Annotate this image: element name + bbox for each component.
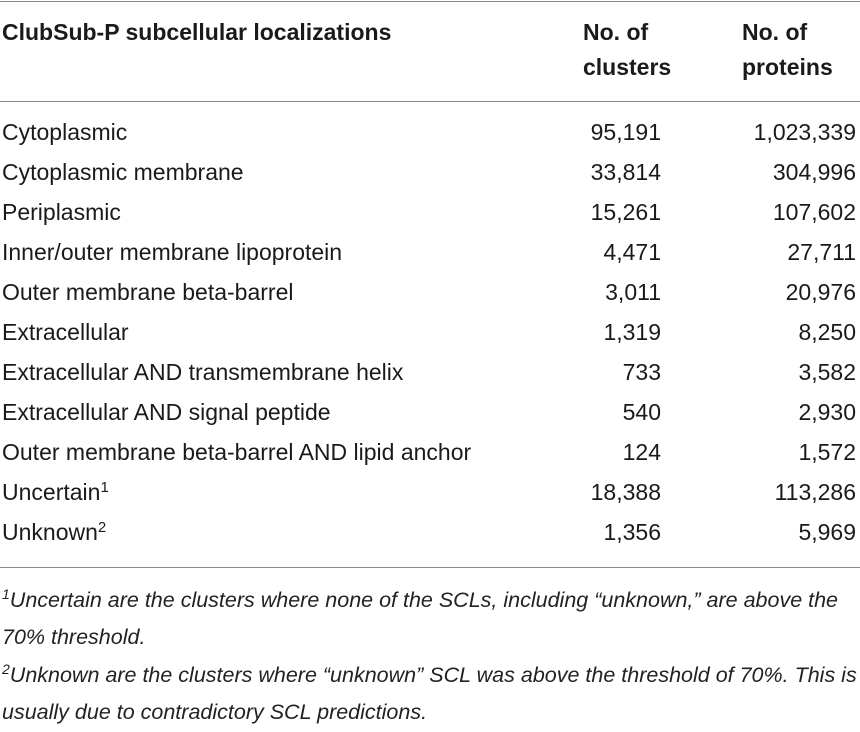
row-localization	[2, 272, 293, 312]
row-localization	[2, 472, 109, 512]
footnote-marker: 2	[97, 519, 107, 536]
row-localization	[2, 392, 331, 432]
footnote-marker: 1	[100, 479, 109, 496]
row-localization-label: Periplasmic	[2, 199, 121, 225]
row-proteins-count: 1,572	[798, 439, 856, 465]
row-localization	[2, 112, 127, 152]
table-row	[0, 272, 860, 312]
table-row	[0, 392, 860, 432]
header-clusters-line2: clusters	[583, 54, 672, 80]
row-clusters-count: 3,011	[605, 279, 661, 305]
table-row	[0, 232, 860, 272]
row-clusters-count: 4,471	[603, 239, 661, 265]
header-clusters-line1: No. of	[583, 19, 649, 45]
table-header-rule	[0, 101, 860, 102]
table-row	[0, 352, 860, 392]
row-clusters-count: 15,261	[590, 199, 661, 225]
row-localization	[2, 152, 244, 192]
header-proteins-line1: No. of	[742, 19, 808, 45]
row-proteins-count: 3,582	[798, 359, 856, 385]
footnote-mark: 1	[2, 586, 10, 602]
row-proteins-count: 113,286	[774, 479, 856, 505]
header-proteins-line2: proteins	[742, 54, 833, 80]
row-localization-label: Cytoplasmic	[2, 119, 128, 145]
table-row	[0, 192, 860, 232]
row-localization	[2, 192, 121, 232]
table-row	[0, 112, 860, 152]
row-proteins-count: 5,969	[798, 519, 856, 545]
row-clusters-count: 540	[622, 399, 661, 425]
row-localization	[2, 232, 342, 272]
row-proteins-count: 304,996	[772, 159, 856, 185]
footnote-mark: 2	[2, 661, 10, 677]
row-localization	[2, 312, 129, 352]
row-localization-label: Inner/outer membrane lipoprotein	[2, 239, 343, 265]
row-localization	[2, 352, 403, 392]
row-clusters-count: 124	[622, 439, 661, 465]
footnote	[2, 657, 858, 731]
row-proteins-count: 2,930	[798, 399, 856, 425]
row-localization-label: Cytoplasmic membrane	[2, 159, 244, 185]
row-clusters-count: 18,388	[590, 479, 661, 505]
row-localization-label: Extracellular AND transmembrane helix	[2, 359, 404, 385]
row-proteins-count: 1,023,339	[753, 119, 856, 145]
row-proteins-count: 20,976	[785, 279, 856, 305]
header-clusters	[583, 15, 703, 85]
row-clusters-count: 1,319	[603, 319, 661, 345]
header-localization-label: ClubSub-P subcellular localizations	[2, 19, 392, 45]
table-row	[0, 512, 860, 552]
table-row	[0, 312, 860, 352]
row-proteins-count: 8,250	[798, 319, 856, 345]
row-localization-label: Outer membrane beta-barrel	[2, 279, 294, 305]
table-row	[0, 432, 860, 472]
table-top-rule	[0, 1, 860, 2]
row-proteins-count: 107,602	[772, 199, 856, 225]
row-clusters-count: 1,356	[603, 519, 661, 545]
row-proteins-count: 27,711	[787, 239, 856, 265]
row-localization-label: Unknown	[2, 519, 98, 545]
row-clusters-count: 95,191	[590, 119, 661, 145]
header-proteins	[742, 15, 860, 85]
row-localization-label: Outer membrane beta-barrel AND lipid anchor	[2, 439, 472, 465]
table-row	[0, 152, 860, 192]
table-row	[0, 472, 860, 512]
table-body	[0, 112, 860, 552]
footnote	[2, 582, 858, 656]
row-clusters-count: 33,814	[590, 159, 661, 185]
header-localization	[2, 15, 391, 50]
row-localization	[2, 432, 471, 472]
table-footnotes	[2, 582, 858, 732]
table-bottom-rule	[0, 567, 860, 568]
row-localization-label: Extracellular AND signal peptide	[2, 399, 331, 425]
row-localization-label: Extracellular	[2, 319, 129, 345]
footnote-text: Uncertain are the clusters where none of the SCLs, including “unknown,” are above the 70% threshold.	[2, 588, 839, 649]
row-clusters-count: 733	[622, 359, 661, 385]
row-localization	[2, 512, 106, 552]
footnote-text: Unknown are the clusters where “unknown” SCL was above the threshold of 70%. This is usually due to contradictory SCL predictions.	[2, 663, 857, 724]
row-localization-label: Uncertain	[2, 479, 101, 505]
